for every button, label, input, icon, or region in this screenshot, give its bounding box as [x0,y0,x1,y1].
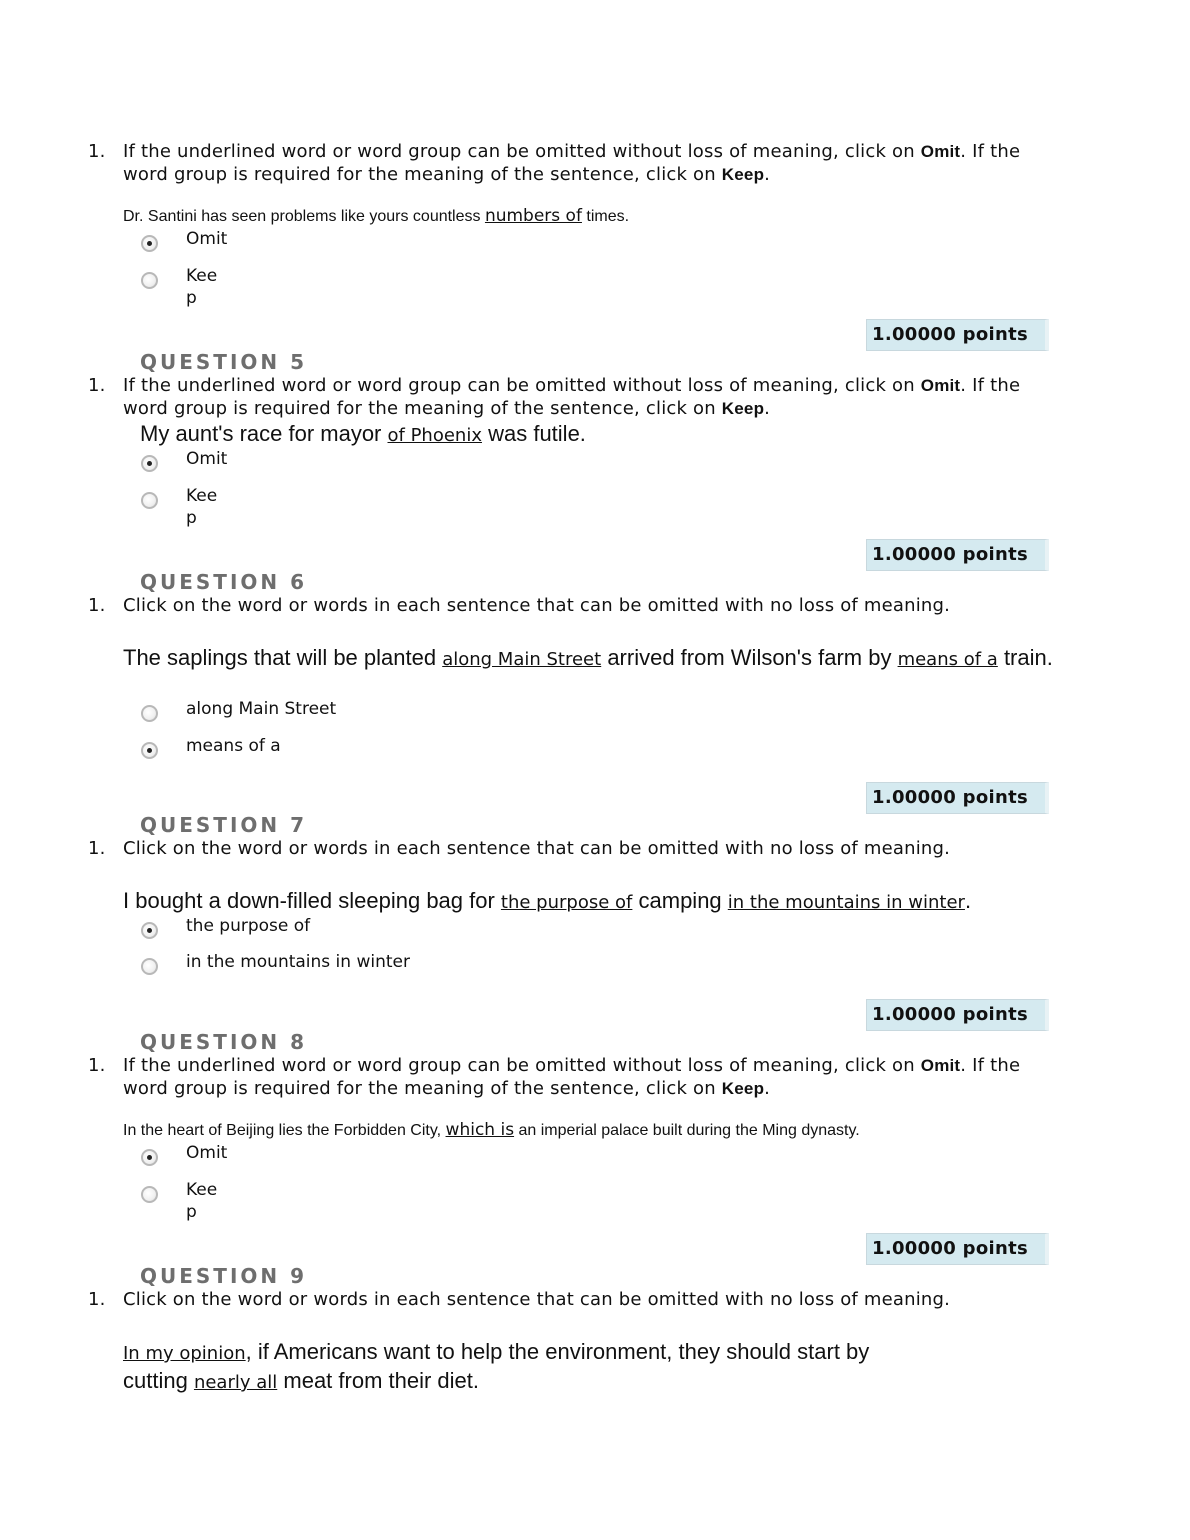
q4-instructions: 1. If the underlined word or word group can be omitted without loss of meaning, click on Omit. If the word group is required for the meaning of the sentence, click on Keep. [88,141,1021,185]
points-badge: 1.00000 points [866,539,1049,571]
omit-keyword: Omit [920,376,961,395]
q6-sentence: The saplings that will be planted along Main Street arrived from Wilson's farm by means of a train. [123,645,1053,670]
option-label: Keep [186,486,218,528]
option-label: Omit [186,449,228,469]
radio-button[interactable] [141,1186,158,1203]
q7-sentence: I bought a down-filled sleeping bag for the purpose of camping in the mountains in winter. [123,888,972,913]
points-badge: 1.00000 points [866,999,1049,1031]
option-label: Omit [186,1143,228,1163]
list-number: 1. [88,1289,106,1310]
option-label: in the mountains in winter [186,952,410,972]
underlined-phrase: along Main Street [442,649,602,670]
radio-button[interactable] [141,492,158,509]
option-label: Omit [186,229,228,249]
underlined-phrase: numbers of [484,206,582,226]
keep-keyword: Keep [721,399,765,418]
q8-sentence: In the heart of Beijing lies the Forbidden City, which is an imperial palace built during the Ming dynasty. [123,1120,860,1140]
question-heading: QUESTION 9 [140,1264,308,1288]
underlined-phrase: means of a [897,649,998,670]
q9-instructions: 1. Click on the word or words in each sentence that can be omitted with no loss of meaning. [88,1289,951,1310]
omit-keyword: Omit [920,1056,961,1075]
question-heading: QUESTION 8 [140,1030,308,1054]
list-number: 1. [88,1055,106,1076]
radio-button[interactable] [141,958,158,975]
underlined-phrase: which is [445,1120,515,1140]
radio-button[interactable] [141,272,158,289]
q4-sentence: Dr. Santini has seen problems like yours countless numbers of times. [123,206,630,226]
points-badge: 1.00000 points [866,782,1049,814]
radio-button-selected[interactable] [141,1149,158,1166]
option-label: along Main Street [186,699,337,719]
q6-instructions: 1. Click on the word or words in each sentence that can be omitted with no loss of meaning. [88,595,951,616]
keep-keyword: Keep [721,1079,765,1098]
q8-instructions: 1. If the underlined word or word group can be omitted without loss of meaning, click on Omit. If the word group is required for the meaning of the sentence, click on Keep. [88,1055,1021,1099]
option-label: Keep [186,1180,218,1222]
option-label: means of a [186,736,281,756]
underlined-phrase: in the mountains in winter [727,892,965,913]
q5-instructions: 1. If the underlined word or word group can be omitted without loss of meaning, click on Omit. If the word group is required for the meaning of the sentence, click on Keep. [88,375,1021,419]
list-number: 1. [88,595,106,616]
list-number: 1. [88,141,106,162]
underlined-phrase: nearly all [193,1372,278,1393]
q9-sentence: In my opinion, if Americans want to help the environment, they should start by cutting nearly all meat from their diet. [123,1339,870,1393]
list-number: 1. [88,838,106,859]
underlined-phrase: of Phoenix [387,425,482,446]
list-number: 1. [88,375,106,396]
radio-button[interactable] [141,705,158,722]
radio-button-selected[interactable] [141,455,158,472]
keep-keyword: Keep [721,165,765,184]
q7-instructions: 1. Click on the word or words in each sentence that can be omitted with no loss of meaning. [88,838,951,859]
omit-keyword: Omit [920,142,961,161]
option-label: Keep [186,266,218,308]
radio-button-selected[interactable] [141,235,158,252]
question-heading: QUESTION 6 [140,570,308,594]
radio-button-selected[interactable] [141,742,158,759]
underlined-phrase: In my opinion [123,1343,246,1364]
q5-sentence: My aunt's race for mayor of Phoenix was futile. [140,421,586,446]
underlined-phrase: the purpose of [500,892,633,913]
radio-button-selected[interactable] [141,922,158,939]
points-badge: 1.00000 points [866,319,1049,351]
points-badge: 1.00000 points [866,1233,1049,1265]
option-label: the purpose of [186,916,311,936]
question-heading: QUESTION 5 [140,350,308,374]
question-heading: QUESTION 7 [140,813,308,837]
